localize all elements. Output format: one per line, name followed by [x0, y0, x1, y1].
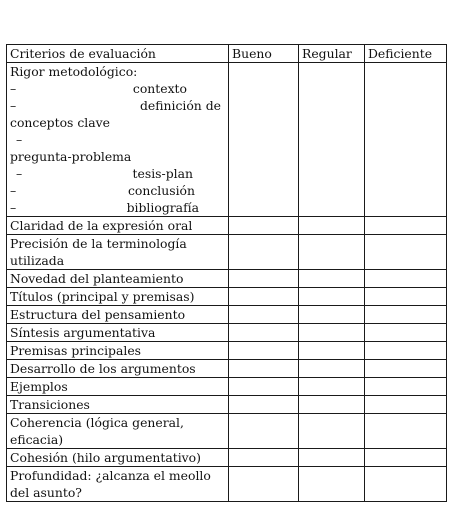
deficiente-cell[interactable]	[365, 449, 447, 467]
criteria-cell: Estructura del pensamiento	[7, 306, 229, 324]
rigor-regular-cell[interactable]	[299, 63, 365, 217]
bueno-cell[interactable]	[229, 360, 299, 378]
bueno-cell[interactable]	[229, 449, 299, 467]
rigor-line-bibliografia	[10, 199, 225, 216]
table-row	[7, 360, 447, 378]
deficiente-cell[interactable]	[365, 324, 447, 342]
header-criterios: Criterios de evaluación	[7, 45, 229, 63]
rigor-line-pregunta-dash	[10, 131, 225, 148]
criteria-cell: Títulos (principal y premisas)	[7, 288, 229, 306]
criteria-cell: Claridad de la expresión oral	[7, 217, 229, 235]
bueno-cell[interactable]	[229, 235, 299, 270]
table-row	[7, 270, 447, 288]
rigor-item-pregunta: pregunta-problema	[10, 149, 132, 164]
regular-cell[interactable]	[299, 396, 365, 414]
bullet-dash: –	[10, 183, 17, 198]
criteria-cell: Ejemplos	[7, 378, 229, 396]
table-row	[7, 306, 447, 324]
bueno-cell[interactable]	[229, 270, 299, 288]
rigor-bueno-cell[interactable]	[229, 63, 299, 217]
bueno-cell[interactable]	[229, 324, 299, 342]
table-row	[7, 235, 447, 270]
deficiente-cell[interactable]	[365, 288, 447, 306]
bullet-dash: –	[10, 200, 17, 215]
regular-cell[interactable]	[299, 324, 365, 342]
header-deficiente: Deficiente	[365, 45, 447, 63]
deficiente-cell[interactable]	[365, 396, 447, 414]
table-row	[7, 217, 447, 235]
table-row	[7, 288, 447, 306]
rigor-line-contexto	[10, 80, 225, 97]
rigor-line-conclusion	[10, 182, 225, 199]
rigor-line-definicion	[10, 97, 225, 114]
bullet-dash: –	[10, 98, 17, 113]
rigor-line-tesis	[10, 165, 225, 182]
bueno-cell[interactable]	[229, 288, 299, 306]
regular-cell[interactable]	[299, 270, 365, 288]
deficiente-cell[interactable]	[365, 360, 447, 378]
deficiente-cell[interactable]	[365, 235, 447, 270]
deficiente-cell[interactable]	[365, 306, 447, 324]
rigor-criteria-cell	[7, 63, 229, 217]
header-bueno: Bueno	[229, 45, 299, 63]
regular-cell[interactable]	[299, 217, 365, 235]
regular-cell[interactable]	[299, 414, 365, 449]
deficiente-cell[interactable]	[365, 342, 447, 360]
criteria-cell: Coherencia (lógica general, eficacia)	[7, 414, 229, 449]
rigor-item-definicion: definición de	[139, 98, 221, 113]
table-row	[7, 396, 447, 414]
rigor-item-conclusion: conclusión	[127, 183, 195, 198]
header-row	[7, 45, 447, 63]
header-regular: Regular	[299, 45, 365, 63]
table-row	[7, 378, 447, 396]
criteria-cell: Precisión de la terminología utilizada	[7, 235, 229, 270]
rigor-item-bibliografia: bibliografía	[126, 200, 199, 215]
regular-cell[interactable]	[299, 288, 365, 306]
bueno-cell[interactable]	[229, 342, 299, 360]
regular-cell[interactable]	[299, 449, 365, 467]
bueno-cell[interactable]	[229, 396, 299, 414]
criteria-cell: Profundidad: ¿alcanza el meollo del asunto?	[7, 467, 229, 502]
bueno-cell[interactable]	[229, 467, 299, 502]
regular-cell[interactable]	[299, 306, 365, 324]
deficiente-cell[interactable]	[365, 467, 447, 502]
deficiente-cell[interactable]	[365, 414, 447, 449]
regular-cell[interactable]	[299, 467, 365, 502]
bullet-dash: –	[10, 81, 17, 96]
bullet-dash: –	[16, 132, 23, 147]
table-row	[7, 467, 447, 502]
criteria-cell: Síntesis argumentativa	[7, 324, 229, 342]
deficiente-cell[interactable]	[365, 270, 447, 288]
bullet-dash: –	[16, 166, 23, 181]
table-row	[7, 449, 447, 467]
criteria-cell: Desarrollo de los argumentos	[7, 360, 229, 378]
table-row-rigor	[7, 63, 447, 217]
evaluation-rubric-table	[6, 44, 447, 502]
regular-cell[interactable]	[299, 378, 365, 396]
bueno-cell[interactable]	[229, 217, 299, 235]
regular-cell[interactable]	[299, 342, 365, 360]
criteria-cell: Premisas principales	[7, 342, 229, 360]
rigor-item-contexto: contexto	[132, 81, 187, 96]
deficiente-cell[interactable]	[365, 217, 447, 235]
rigor-item-definicion-cont: conceptos clave	[10, 115, 110, 130]
rigor-item-tesis: tesis-plan	[132, 166, 193, 181]
rigor-title: Rigor metodológico:	[10, 64, 138, 79]
rigor-deficiente-cell[interactable]	[365, 63, 447, 217]
criteria-cell: Cohesión (hilo argumentativo)	[7, 449, 229, 467]
regular-cell[interactable]	[299, 235, 365, 270]
table-row	[7, 342, 447, 360]
table-row	[7, 414, 447, 449]
criteria-cell: Transiciones	[7, 396, 229, 414]
regular-cell[interactable]	[299, 360, 365, 378]
bueno-cell[interactable]	[229, 378, 299, 396]
bueno-cell[interactable]	[229, 414, 299, 449]
deficiente-cell[interactable]	[365, 378, 447, 396]
bueno-cell[interactable]	[229, 306, 299, 324]
table-row	[7, 324, 447, 342]
criteria-cell: Novedad del planteamiento	[7, 270, 229, 288]
